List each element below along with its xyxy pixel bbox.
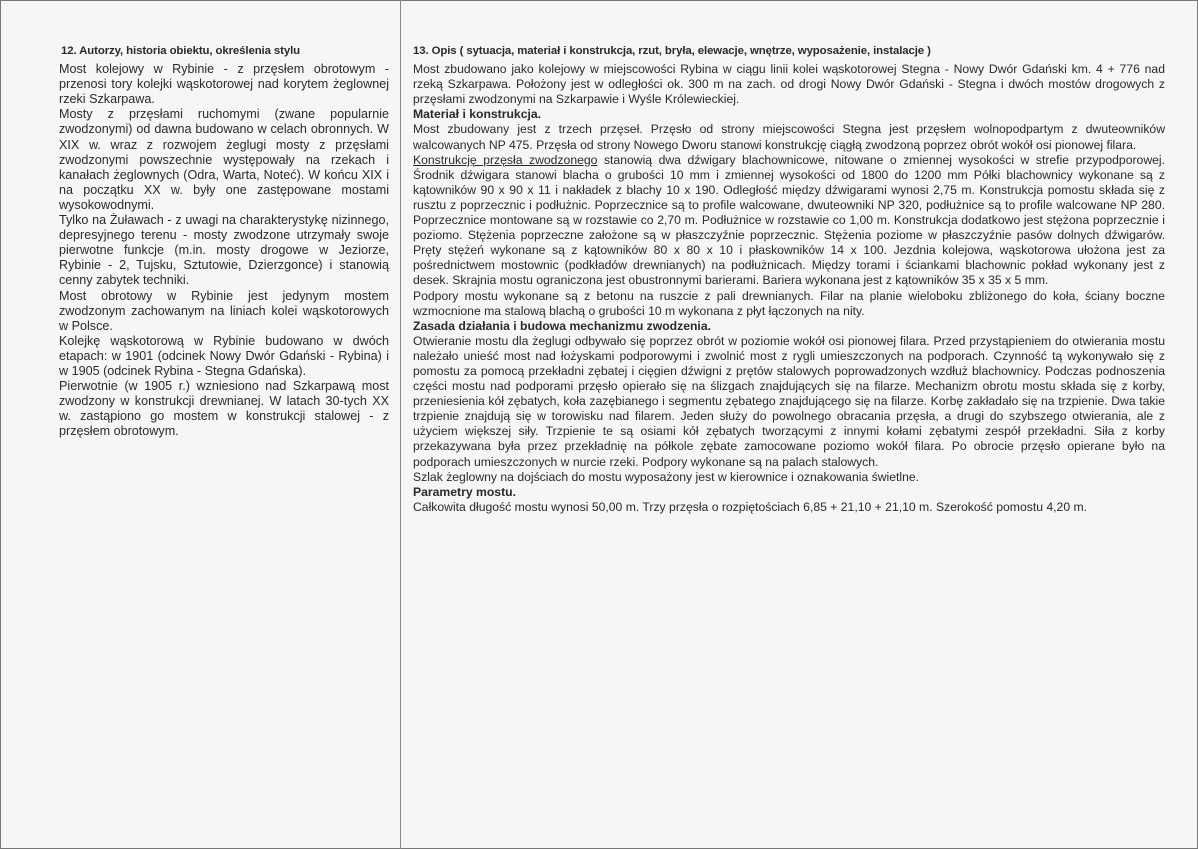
left-paragraph-1: Most kolejowy w Rybinie - z przęsłem obrotowym - przenosi tory kolejki wąskotorowej nad korytem żeglownej rzeki Szkarpawa. xyxy=(59,62,389,107)
girder-underlined-term: Konstrukcję przęsła zwodzonego xyxy=(413,152,598,167)
left-paragraph-4: Most obrotowy w Rybinie jest jedynym mostem zwodzonym zachowanym na liniach kolei wąskotorowych w Polsce. xyxy=(59,288,389,333)
intro-paragraph: Most zbudowano jako kolejowy w miejscowości Rybina w ciągu linii kolei wąskotorowej Stegna - Nowy Dwór Gdański km. 4 + 776 nad rzeką Szkarpawa. Położony jest w odległości ok. 300 m na zach. od drogi Nowy Dwór Gdański - Stegna i dwóch mostów drogowych z przęsłami zwodzonymi na Szkarpawie i Wyśle Królewieckiej. xyxy=(413,62,1165,107)
subheading-material: Materiał i konstrukcja. xyxy=(413,107,542,122)
subheading-parameters: Parametry mostu. xyxy=(413,484,516,499)
section-13-heading: 13. Opis ( sytuacja, materiał i konstrukcja, rzut, bryła, elewacje, wnętrze, wyposażenie, instalacje ) xyxy=(413,45,931,57)
column-divider xyxy=(400,0,401,849)
section-12-heading: 12. Autorzy, historia obiektu, określenia stylu xyxy=(61,45,300,57)
left-paragraph-5: Kolejkę wąskotorową w Rybinie budowano w dwóch etapach: w 1901 (odcinek Nowy Dwór Gdański - Rybina) i w 1905 (odcinek Rybina - Stegna Gdańska). xyxy=(59,333,389,378)
girder-paragraph-text: stanowią dwa dźwigary blachownicowe, nitowane o zmiennej wysokości w strefie przypodporowej. Środnik dźwigara stanowi blacha o grubości 10 mm i zmiennej wysokości od 1800 do 1200 mm Półki blachownicy wykonane są z kątowników 90 x 90 x 11 i nakładek z blachy 10 x 190. Odległość między dźwigarami wynosi 2,75 m. Konstrukcja pomostu składa się z rusztu z poprzecznic i podłużnic. Poprzecznice są to profile walcowane, dwuteowniki NP 320, podłużnice są to profile walcowane NP 280. Poprzecznice montowane są w rozstawie co 2,70 m. Podłużnice w rozstawie co 1,00 m. Konstrukcja dodatkowo jest stężona poprzecznie i poziomo. Stężenia poprzeczne założone są w płaszczyźnie poprzecznic. Stężenia poziome w płaszczyźnie pasów dolnych dźwigarów. Pręty stężeń wykonane są z kątowników 80 x 80 x 10 i płaskowników 14 x 100. Jezdnia kolejowa, wąskotorowa ułożona jest za pośrednictwem mostownic (podkładów drewnianych) na podłużnicach. Między torami i ściankami blachownic pokład wykonany jest z desek. Skrajnia mostu ograniczona jest obustronnymi barierami. Bariera wykonana jest z kątowników 35 x 35 x 5 mm. xyxy=(413,152,1165,288)
right-column xyxy=(413,44,1165,515)
parameters-paragraph: Całkowita długość mostu wynosi 50,00 m. Trzy przęsła o rozpiętościach 6,85 + 21,10 + 21,10 m. Szerokość pomostu 4,20 m. xyxy=(413,499,1088,514)
supports-paragraph: Podpory mostu wykonane są z betonu na ruszcie z pali drewnianych. Filar na planie wieloboku zbliżonego do koła, ściany boczne wzmocnione ma stalową blachą o grubości 10 m wykonana z płyt łączonych na nity. xyxy=(413,288,1165,318)
girder-paragraph xyxy=(413,153,1165,289)
left-paragraph-2: Mosty z przęsłami ruchomymi (zwane popularnie zwodzonymi) od dawna budowano w celach obronnych. W XIX w. wraz z rozwojem żeglugi mosty z przęsłami zwodzonymi powszechnie występowały na rzekach i kanałach żeglownych (Odra, Warta, Noteć). W końcu XIX i na początku XX w. były one zastępowane mostami wysokowodnymi. xyxy=(59,107,389,212)
mechanism-paragraph: Otwieranie mostu dla żeglugi odbywało się poprzez obrót w poziomie wokół osi pionowej filara. Przed przystąpieniem do otwierania mostu należało unieść most nad łożyskami podporowymi i zwolnić most z rygli umieszczonych na podporach. Czynność tą wykonywało się z pomostu za pomocą przekładni zębatej i cięgien dźwigni z prętów stalowych poprowadzonych wzdłuż blachownicy. Podczas podnoszenia części mostu nad podporami przęsło opierało się na ślizgach znajdujących się na filarze. Mechanizm obrotu mostu składa się z korby, przeniesienia kół zębatych, koła zazębianego i segmentu zębatego znajdującego się na filarze. Korbę zakładało się na trzpienie. Dwa takie trzpienie znajdują się w torowisku nad filarem. Jeden służy do powolnego obracania przęsła, a drugi do szybszego otwierania, ale z użyciem większej siły. Trzpienie te są osiami kół zębatych tworzącymi z innymi kołami zębatymi zespół przekładni. Siła z korby przekazywana była przez przekładnię na półkole zębate zamocowane poziomo wokół filara. Po obrocie przęsło opierane było na podporach umieszczonych w nurcie rzeki. Podpory wykonane są na palach stalowych. xyxy=(413,333,1165,469)
left-column xyxy=(59,44,389,439)
navigation-paragraph: Szlak żeglowny na dojściach do mostu wyposażony jest w kierownice i oznakowania świetlne. xyxy=(413,469,920,484)
subheading-mechanism: Zasada działania i budowa mechanizmu zwodzenia. xyxy=(413,318,711,333)
construction-paragraph: Most zbudowany jest z trzech przęseł. Przęsło od strony miejscowości Stegna jest przęsłem wolnopodpartym z dwuteowników walcowanych NP 475. Przęsła od strony Nowego Dworu stanowi konstrukcję ciągłą zwodzoną poprzez obrót wokół osi pionowej filara. xyxy=(413,122,1165,152)
left-paragraph-3: Tylko na Żuławach - z uwagi na charakterystykę nizinnego, depresyjnego terenu - mosty zwodzone utrzymały swoje pierwotne funkcje (m.in. mosty drogowe w Jeziorze, Rybinie - 2, Tujsku, Sztutowie, Dzierzgonce) i stanowią cenny zabytek techniki. xyxy=(59,213,389,288)
left-paragraph-6: Pierwotnie (w 1905 r.) wzniesiono nad Szkarpawą most zwodzony w konstrukcji drewnianej. W latach 30-tych XX w. zastąpiono go mostem w konstrukcji stalowej - z przęsłem obrotowym. xyxy=(59,379,389,439)
